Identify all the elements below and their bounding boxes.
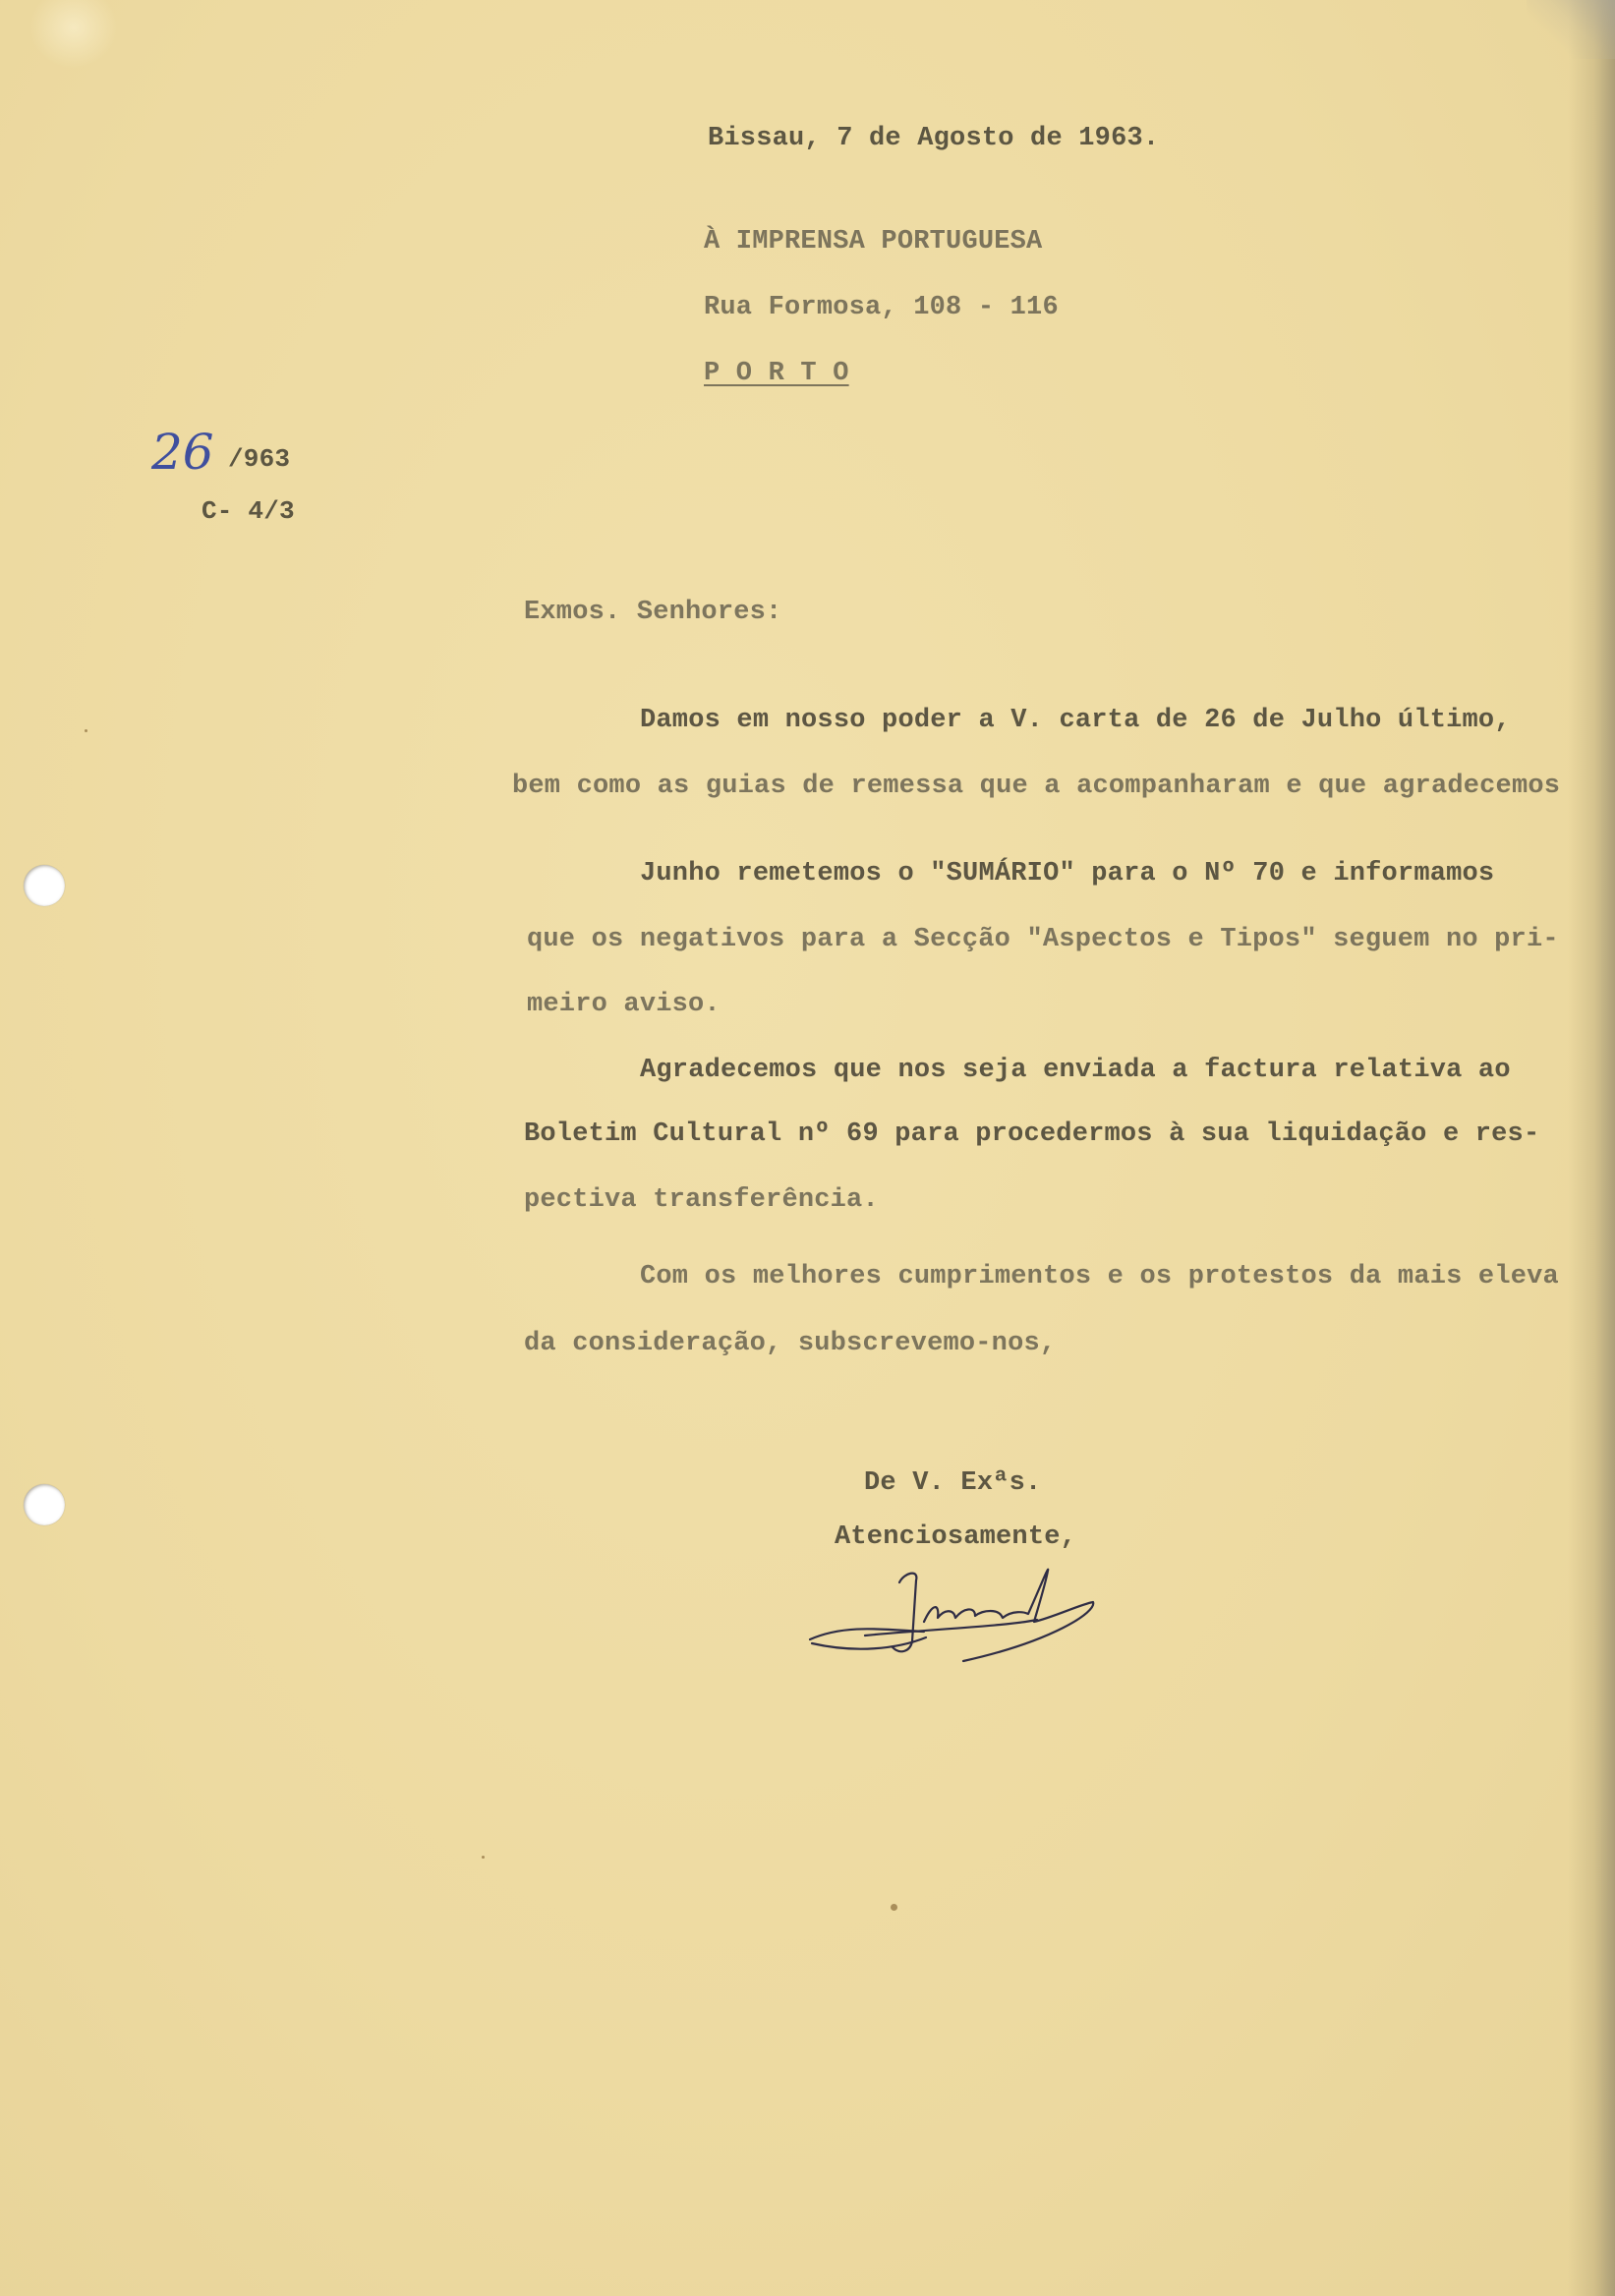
- paper-corner-fold: [1527, 0, 1615, 59]
- paper-speck: [891, 1904, 897, 1911]
- paragraph-line: Com os melhores cumprimentos e os protestos da mais eleva: [640, 1262, 1559, 1292]
- paper-speck: [85, 729, 87, 732]
- paragraph-line: Boletim Cultural nº 69 para procedermos à sua liquidação e res-: [524, 1119, 1540, 1149]
- paragraph-line: Junho remetemos o "SUMÁRIO" para o Nº 70 e informamos: [640, 859, 1495, 889]
- paragraph-line: da consideração, subscrevemo-nos,: [524, 1329, 1057, 1358]
- recipient-city: P O R T O: [704, 359, 849, 388]
- closing-line: Atenciosamente,: [835, 1522, 1077, 1552]
- signature: [806, 1553, 1101, 1671]
- reference-year: /963: [228, 444, 291, 474]
- recipient-name: À IMPRENSA PORTUGUESA: [704, 227, 1043, 257]
- paper-right-edge: [1568, 0, 1615, 2296]
- recipient-street: Rua Formosa, 108 - 116: [704, 293, 1059, 322]
- reference-file-code: C- 4/3: [202, 496, 295, 526]
- paragraph-line: Damos em nosso poder a V. carta de 26 de Julho último,: [640, 706, 1511, 735]
- paragraph-line: Agradecemos que nos seja enviada a factura relativa ao: [640, 1056, 1511, 1085]
- paragraph-line: que os negativos para a Secção "Aspectos e Tipos" seguem no pri-: [527, 925, 1559, 954]
- salutation: Exmos. Senhores:: [524, 598, 782, 627]
- punch-hole-lower: [24, 1484, 65, 1525]
- punch-hole-upper: [24, 865, 65, 906]
- paragraph-line: meiro aviso.: [527, 990, 721, 1019]
- paragraph-line: pectiva transferência.: [524, 1185, 879, 1215]
- date-line: Bissau, 7 de Agosto de 1963.: [708, 124, 1160, 153]
- paragraph-line: bem como as guias de remessa que a acompanharam e que agradecemos: [512, 772, 1561, 801]
- closing-line: De V. Exªs.: [864, 1468, 1042, 1498]
- handwritten-reference-number: 26: [151, 424, 214, 481]
- paper-light-patch: [29, 0, 118, 69]
- paper-speck: [482, 1856, 485, 1859]
